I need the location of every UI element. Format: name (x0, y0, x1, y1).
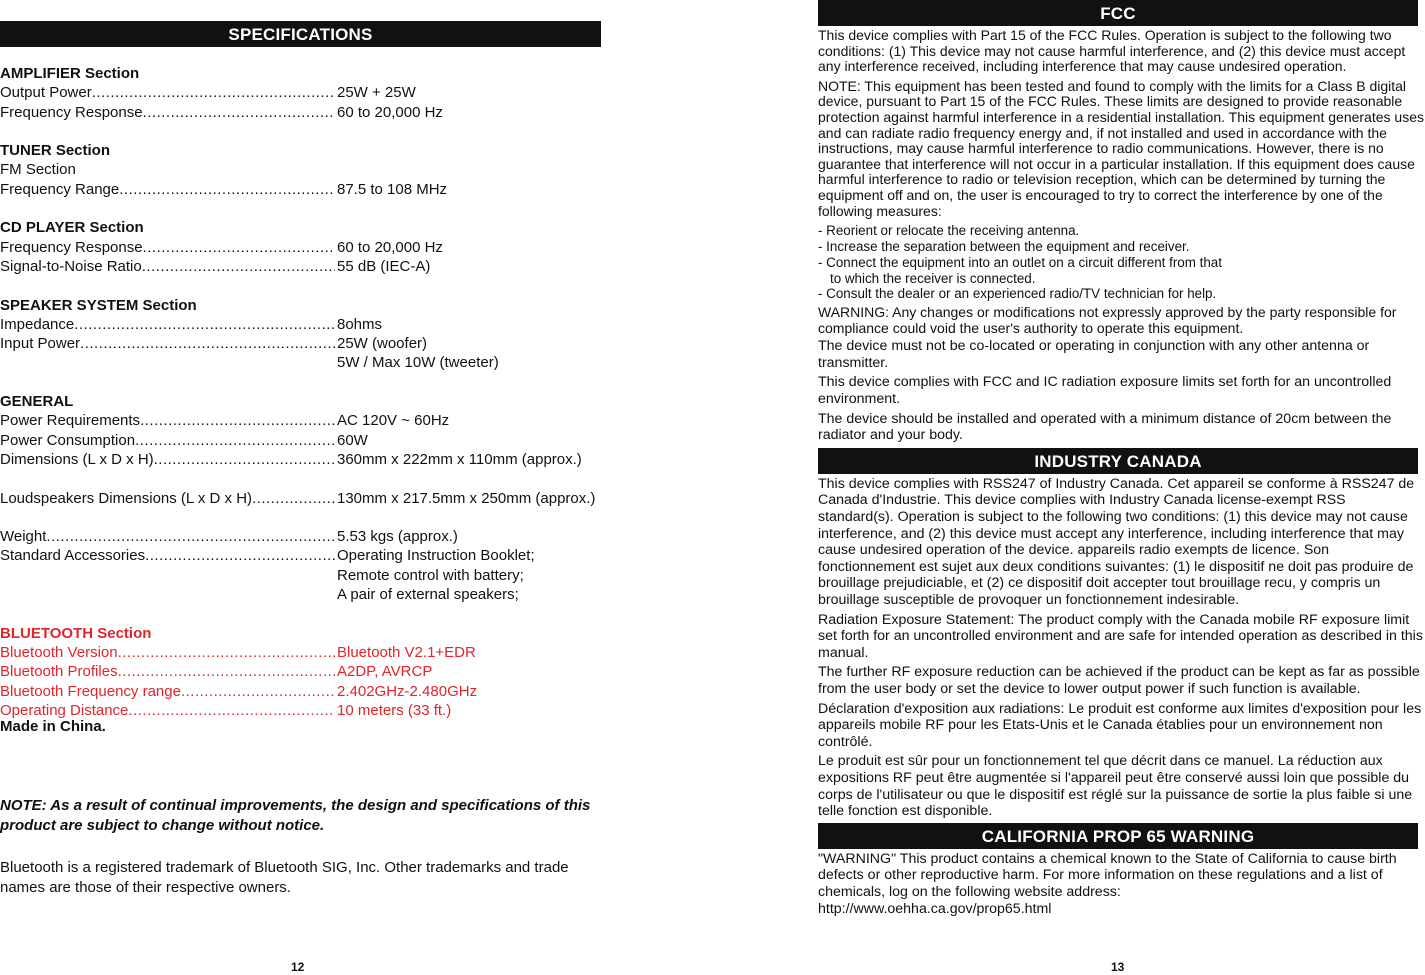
spec-row (0, 180, 620, 199)
fcc-measures-list (818, 223, 1425, 302)
spec-value: AC 120V ~ 60Hz (337, 412, 450, 430)
list-item: - Connect the equipment into an outlet on a circuit different from that (818, 254, 1222, 270)
spec-row (0, 411, 620, 430)
spec-value: 25W (woofer) (337, 335, 428, 353)
spec-value: 10 meters (33 ft.) (337, 701, 452, 719)
cd-player-title: CD PLAYER Section (0, 219, 144, 237)
spec-label: Bluetooth Frequency range (0, 682, 181, 700)
prop65-warning: "WARNING" This product contains a chemical known to the State of California to cause birth defects or other reproductive harm. For more information on these regulations and a list of chemicals, log on the following website address: (818, 850, 1397, 900)
ic-paragraph: Radiation Exposure Statement: The product comply with the Canada mobile RF exposure limit set forth for an uncontrolled environment and are safe for intended operation as described in this manual. (818, 611, 1423, 661)
spec-value: 5.53 kgs (approx.) (337, 528, 458, 546)
ic-paragraph: Le produit est sûr pour un fonctionnement tel que décrit dans ce manuel. La réduction aux expositions RF peut être augmentée si l'appareil peut être conservé aussi loin que possible du corps de l'utilisateur ou que le dispositif est réglé sur la puissance de sortie la plus faible si une telle fonction est disponible. (818, 753, 1413, 820)
bluetooth-title: BLUETOOTH Section (0, 624, 152, 642)
spec-value: Bluetooth V2.1+EDR (337, 643, 476, 661)
spec-row (0, 83, 620, 102)
fcc-paragraph: The device should be installed and operated with a minimum distance of 20cm between the radiator and your body. (818, 410, 1392, 444)
page-number: 12 (291, 960, 305, 974)
spec-label: Bluetooth Version (0, 643, 118, 661)
spec-label: Weight (0, 528, 47, 546)
spec-row (0, 103, 620, 122)
spec-value: A2DP, AVRCP (337, 663, 433, 681)
ic-paragraph: The further RF exposure reduction can be achieved if the product can be kept as far as possible from the user body or set the device to lower output power if such function is available. (818, 664, 1420, 697)
spec-row (0, 662, 620, 681)
fcc-warning: WARNING: Any changes or modifications not expressly approved by the party responsible for compliance could void the user's authority to operate this equipment. (818, 304, 1397, 336)
spec-value: 87.5 to 108 MHz (337, 180, 448, 198)
spec-label: Power Consumption (0, 431, 136, 449)
made-in-text: Made in China. (0, 718, 106, 735)
general-title: GENERAL (0, 393, 74, 411)
prop65-url: http://www.oehha.ca.gov/prop65.html (818, 900, 1052, 917)
list-item: to which the receiver is connected. (830, 270, 1036, 286)
list-item: - Consult the dealer or an experienced radio/TV technician for help. (818, 286, 1217, 302)
spec-row (0, 643, 620, 662)
spec-label: Bluetooth Profiles (0, 663, 118, 681)
page-number: 13 (1111, 960, 1125, 974)
spec-row (0, 546, 620, 565)
fcc-paragraph: This device complies with FCC and IC radiation exposure limits set forth for an uncontrolled environment. (818, 374, 1392, 408)
fcc-exposure-section (818, 338, 1425, 444)
california-section (818, 851, 1425, 917)
spec-value: Remote control with battery; (337, 566, 524, 584)
fcc-note: NOTE: This equipment has been tested and found to comply with the limits for a Class B digital device, pursuant to Part 15 of the FCC Rules. These limits are designed to provide reasonable protection against harmful interference in a residential installation. This equipment generates uses and can radiate radio frequency energy and, if not installed and used in accordance with the instructions, may cause harmful interference to radio communications. However, there is no guarantee that interference will not occur in a particular installation. If this equipment does cause harmful interference to radio or television reception, which can be determined by turning the equipment off and on, the user is encouraged to try to correct the interference by one of the following measures: (818, 77, 1424, 219)
spec-row (0, 238, 620, 257)
spec-label: Dimensions (L x D x H) (0, 450, 154, 468)
spec-value: Operating Instruction Booklet; (337, 547, 535, 565)
spec-row (0, 682, 620, 701)
specifications-header: SPECIFICATIONS (0, 21, 601, 47)
spec-row (0, 489, 620, 508)
spec-value: 60 to 20,000 Hz (337, 238, 443, 256)
fcc-header: FCC (818, 0, 1418, 26)
spec-label: Power Requirements (0, 412, 141, 430)
spec-row (0, 257, 620, 276)
trademark-notice: Bluetooth is a registered trademark of Bluetooth SIG, Inc. Other trademarks and trade names are those of their respective owners. (0, 859, 569, 896)
spec-label: Frequency Response (0, 103, 143, 121)
spec-label: Operating Distance (0, 701, 129, 719)
spec-value: 8ohms (337, 315, 383, 333)
spec-value: 5W / Max 10W (tweeter) (337, 354, 499, 372)
right-page (818, 0, 1425, 974)
change-notice: NOTE: As a result of continual improvements, the design and specifications of this product are subject to change without notice. (0, 797, 591, 834)
spec-value: 130mm x 217.5mm x 250mm (approx.) (337, 489, 596, 507)
spec-row-continued (0, 353, 620, 372)
list-item: - Reorient or relocate the receiving antenna. (818, 223, 1080, 239)
spec-label: Frequency Response (0, 238, 143, 256)
spec-row (0, 334, 620, 353)
spec-row-continued (0, 585, 620, 604)
speaker-system-title: SPEAKER SYSTEM Section (0, 296, 197, 314)
spec-value: 60W (337, 431, 368, 449)
ic-paragraph: This device complies with RSS247 of Industry Canada. Cet appareil se conforme à RSS247 de Canada d'Industrie. This device complies with Industry Canada license-exempt RSS standard(s). Operation is subject to the following two conditions: (1) this device may not cause interference, and (2) this device must accept any interference, including interference that may cause undesired operation of the device. appareils radio exempts de licence. Son fonctionnement est sujet aux deux conditions suivantes: (1) le dispositif ne doit pas produire de brouillage prejudiciable, et (2) ce dispositif doit accepter tout brouillage recu, y compris un brouillage susceptible de provoquer un fonctionnement indesirable. (818, 475, 1415, 609)
spec-value: 60 to 20,000 Hz (337, 103, 443, 121)
amplifier-title: AMPLIFIER Section (0, 65, 140, 82)
list-item: - Increase the separation between the equipment and receiver. (818, 238, 1190, 254)
spec-value: 2.402GHz-2.480GHz (337, 682, 478, 700)
spec-row (0, 527, 620, 546)
industry-canada-section (818, 476, 1425, 820)
tuner-title: TUNER Section (0, 142, 111, 160)
fcc-paragraph: The device must not be co-located or operating in conjunction with any other antenna or transmitter. (818, 338, 1370, 371)
spec-value: 25W + 25W (337, 84, 416, 102)
spec-label: Standard Accessories (0, 547, 146, 565)
spec-row (0, 450, 620, 469)
fcc-paragraph: This device complies with Part 15 of the FCC Rules. Operation is subject to the following two conditions: (1) This device may not cause harmful interference, and (2) this device must accept any interference received, including interference that may cause undesired operation. (818, 27, 1406, 75)
spec-value: 55 dB (IEC-A) (337, 257, 431, 275)
tuner-subtitle: FM Section (0, 161, 76, 179)
spec-value: A pair of external speakers; (337, 586, 519, 604)
spec-label: Loudspeakers Dimensions (L x D x H) (0, 489, 253, 507)
industry-canada-header: INDUSTRY CANADA (818, 448, 1418, 474)
spec-row (0, 315, 620, 334)
spec-label: Frequency Range (0, 180, 120, 198)
spec-row-continued (0, 566, 620, 585)
california-prop65-header: CALIFORNIA PROP 65 WARNING (818, 823, 1418, 849)
ic-paragraph: Déclaration d'exposition aux radiations: Le produit est conforme aux limites d'exposition pour les appareils mobile RF pour les Etats-Unis et le Canada établies pour un environnement non contrôlé. (818, 700, 1422, 750)
fcc-section (818, 28, 1425, 336)
spec-label: Output Power (0, 84, 92, 102)
spec-label: Input Power (0, 335, 81, 353)
specifications-list (0, 64, 620, 720)
spec-label: Signal-to-Noise Ratio (0, 257, 142, 275)
spec-label: Impedance (0, 315, 75, 333)
spec-row (0, 431, 620, 450)
spec-value: 360mm x 222mm x 110mm (approx.) (337, 450, 582, 468)
